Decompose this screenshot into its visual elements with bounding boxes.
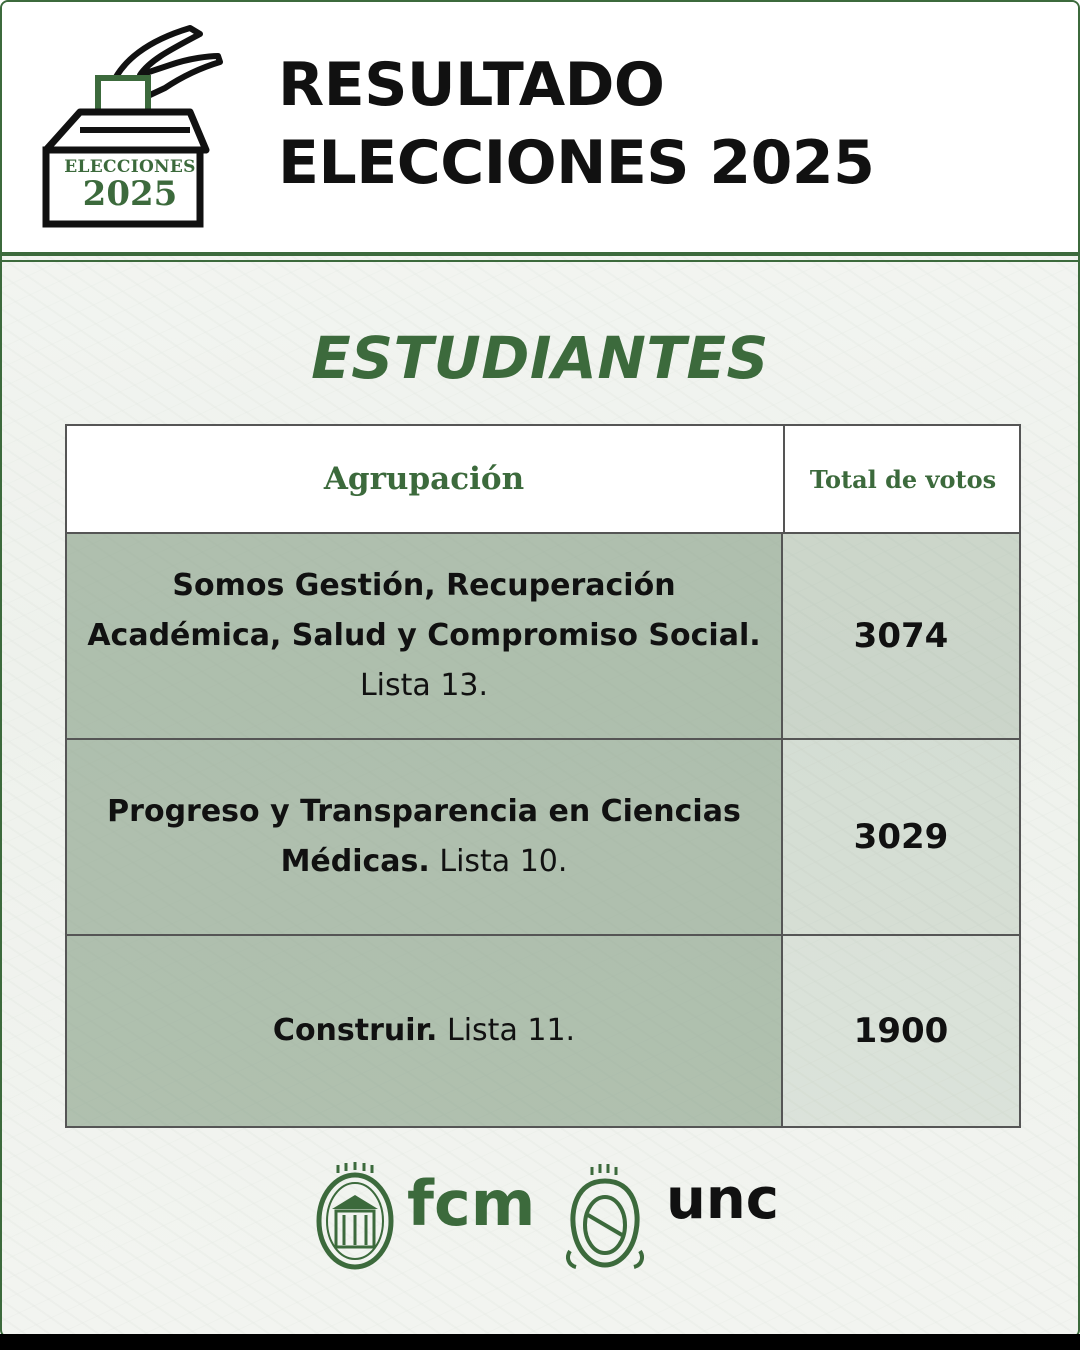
fcm-seal-icon	[314, 1161, 396, 1271]
page-title	[278, 46, 874, 202]
agrupacion-cell	[67, 936, 781, 1126]
agrupacion-name: Construir.	[272, 1013, 438, 1048]
header	[2, 2, 1078, 252]
ballot-box-icon	[40, 20, 240, 230]
ballot-year: 2025	[82, 174, 178, 214]
votes-value: 3074	[853, 616, 949, 656]
votes-cell	[781, 534, 1019, 738]
title-line-1: RESULTADO	[278, 50, 665, 120]
lista-label: Lista 11.	[447, 1013, 576, 1048]
section-title: ESTUDIANTES	[311, 324, 769, 392]
votes-value: 1900	[853, 1011, 949, 1051]
agrupacion-name: Somos Gestión, Recuperación Académica, Salud y Compromiso Social.	[87, 568, 761, 653]
results-table	[65, 424, 1021, 1128]
table-row	[67, 740, 1019, 936]
unc-logo-text: unc	[666, 1167, 779, 1232]
lista-label: Lista 10.	[439, 844, 568, 879]
column-header-agrupacion: Agrupación	[323, 461, 525, 497]
header-divider-thin	[2, 260, 1078, 262]
table-header-row	[67, 426, 1019, 534]
votes-cell	[781, 740, 1019, 934]
votes-value: 3029	[853, 817, 949, 857]
agrupacion-cell	[67, 534, 781, 738]
agrupacion-cell	[67, 740, 781, 934]
agrupacion-name: Progreso y Transparencia en Ciencias Médicas.	[107, 794, 741, 879]
column-header-votos: Total de votos	[783, 426, 1021, 532]
unc-seal-icon	[564, 1161, 646, 1271]
title-line-2: ELECCIONES 2025	[278, 128, 875, 198]
lista-label: Lista 13.	[359, 668, 489, 703]
table-row	[67, 936, 1019, 1126]
fcm-logo-text: fcm	[407, 1167, 536, 1240]
bottom-bar	[0, 1334, 1080, 1350]
table-row	[67, 534, 1019, 740]
footer-logos	[2, 1157, 1078, 1272]
header-divider	[2, 252, 1078, 256]
ballot-label: ELECCIONES	[64, 157, 196, 177]
votes-cell	[781, 936, 1019, 1126]
